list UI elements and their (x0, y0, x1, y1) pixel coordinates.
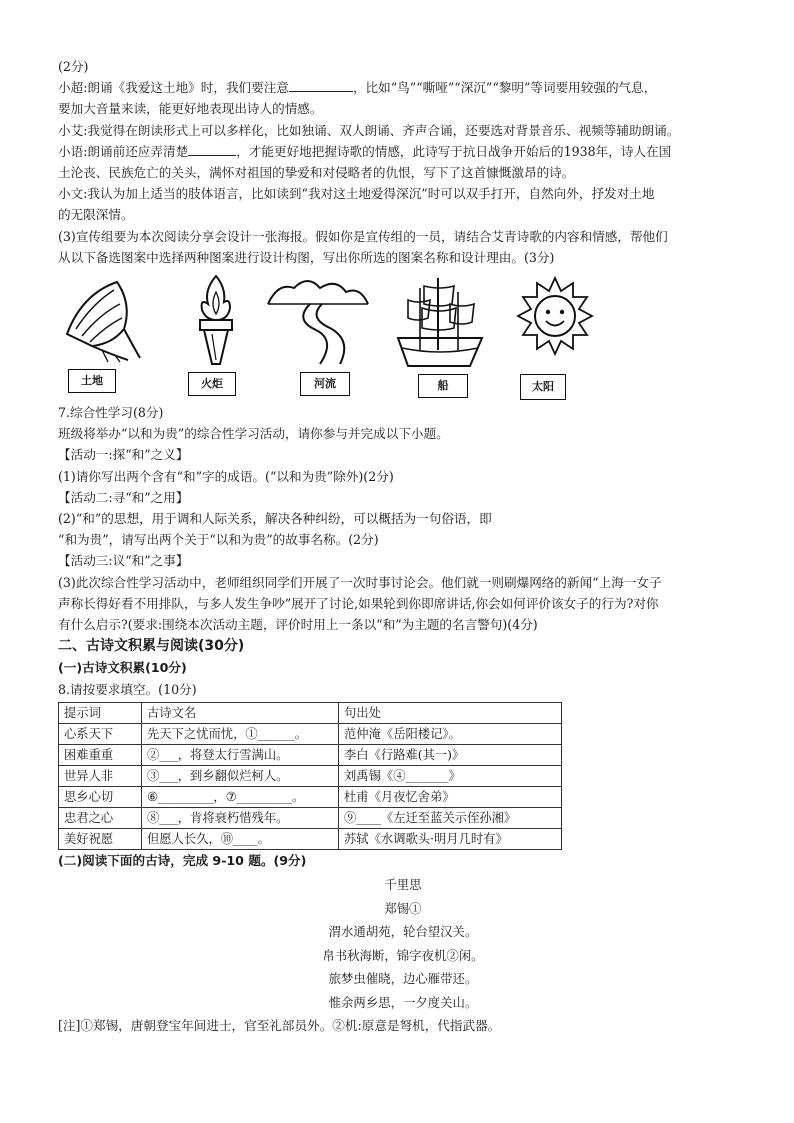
paragraph-xiaoai: 小艾:我觉得在朗读形式上可以多样化，比如独诵、双人朗诵、齐声合诵，还要选对背景音乐、视频等辅助朗诵。 (58, 122, 680, 138)
table-cell: 李白《行路难(其一)》 (339, 744, 562, 765)
river-icon (264, 274, 374, 366)
table-cell[interactable]: 先天下之忧而忧，①______。 (142, 723, 339, 744)
q7-sub3: (3)此次综合性学习活动中，老师组织同学们开展了一次时事讨论会。他们就一则刷爆网络的新闻“上海一女子 声称长得好看不用排队，与多人发生争吵”展开了讨论,如果轮到你即席讲话,你会如何评价该女子的行为?对你 有什么启示?(要求:围绕本次活动主题，评价时用上一条以“和”为主题的名言警句)(4分) (58, 574, 662, 633)
table-cell: 范仲淹《岳阳楼记》。 (339, 723, 562, 744)
table-cell: 困难重重 (59, 744, 142, 765)
q8-title: 8.请按要求填空。(10分) (58, 681, 197, 697)
river-option (264, 274, 374, 400)
label-river: 河流 (300, 372, 350, 396)
table-cell: 心系天下 (59, 723, 142, 744)
poem-note: [注]①郑锡，唐朝登宝年间进士，官至礼部员外。②机:原意是弩机，代指武器。 (58, 1017, 501, 1033)
paragraph-xiaowen: 小文:我认为加上适当的肢体语言，比如读到“我对这土地爱得深沉”时可以双手打开，自然向外，抒发对土地 的无限深情。 (58, 186, 655, 223)
sun-option (514, 274, 596, 404)
q7-desc: 班级将举办“以和为贵”的综合性学习活动，请你参与并完成以下小题。 (58, 426, 449, 442)
table-row (59, 828, 562, 849)
poem (58, 873, 748, 1015)
fill-in-table (58, 702, 562, 850)
poem-line: 渭水通胡苑，轮台望汉关。 (328, 924, 478, 940)
exam-page (58, 56, 748, 1036)
score-note: (2分) (58, 59, 89, 74)
activity-1: 【活动一:探“和”之义】 (58, 447, 189, 463)
poem-line: 帛书秋海断，锦字夜机②闲。 (322, 947, 484, 963)
table-cell[interactable]: ⑧___，肯将衰朽惜残年。 (142, 807, 339, 828)
q7-title: 7.综合性学习(8分) (58, 405, 164, 421)
section-2-sub1: (一)古诗文积累(10分) (58, 660, 187, 676)
answer-blank[interactable] (188, 142, 236, 156)
label-sun: 太阳 (520, 374, 566, 400)
table-cell: 世异人非 (59, 765, 142, 786)
label-torch: 火炬 (188, 372, 236, 396)
label-ship: 船 (418, 374, 468, 398)
table-header: 句出处 (339, 702, 562, 723)
q7-sub2: (2)“和”的思想，用于调和人际关系，解决各种纠纷，可以概括为一句俗语，即 “和为贵”，请写出两个关于“以和为贵”的故事名称。(2分) (58, 511, 492, 548)
paragraph-xiaoyu: 小语:朗诵前还应弄清楚 ，才能更好地把握诗歌的情感，此诗写于抗日战争开始后的1938年，诗人在国 土沦丧、民族危亡的关头，满怀对祖国的挚爱和对侵略者的仇恨，写下了这首慷慨激昂的诗。 (58, 143, 672, 181)
label-land: 土地 (68, 369, 116, 393)
torch-icon (186, 274, 246, 366)
pattern-options (58, 274, 748, 400)
table-row (59, 765, 562, 786)
answer-blank[interactable] (289, 78, 353, 92)
land-icon (62, 274, 152, 364)
table-row (59, 744, 562, 765)
table-cell: 杜甫《月夜忆舍弟》 (339, 786, 562, 807)
table-cell: 忠君之心 (59, 807, 142, 828)
poem-author: 郑锡① (384, 900, 422, 916)
table-header-row (59, 702, 562, 723)
table-row (59, 786, 562, 807)
table-cell: 苏轼《水调歌头·明月几时有》 (339, 828, 562, 849)
table-cell[interactable]: ③___，到乡翻似烂柯人。 (142, 765, 339, 786)
paragraph-xiaochao: 小超:朗诵《我爱这土地》时，我们要注意 ，比如“鸟”“嘶哑”“深沉”“黎明”等词要用较强的气息， 要加大音量来读，能更好地表现出诗人的情感。 (58, 80, 657, 117)
ship-option (394, 274, 486, 400)
poem-line: 惟余两乡思，一夕度关山。 (328, 995, 478, 1011)
section-2-title: 二、古诗文积累与阅读(30分) (58, 638, 245, 655)
section-2-sub2: (二)阅读下面的古诗，完成 9-10 题。(9分) (58, 852, 307, 868)
ship-icon (394, 274, 486, 370)
table-cell[interactable]: ⑨____《左迁至蓝关示侄孙湘》 (339, 807, 562, 828)
table-cell: 思乡心切 (59, 786, 142, 807)
table-cell[interactable]: ②___，将登太行雪满山。 (142, 744, 339, 765)
table-row (59, 807, 562, 828)
table-cell[interactable]: 但愿人长久，⑩____。 (142, 828, 339, 849)
table-header: 提示词 (59, 702, 142, 723)
table-cell[interactable]: 刘禹锡《④_______》 (339, 765, 562, 786)
poem-line: 旅梦虫催晓，边心雁带还。 (328, 971, 478, 987)
table-header: 古诗文名 (142, 702, 339, 723)
land-option (62, 274, 152, 394)
table-cell[interactable]: ⑥_________，⑦_________。 (142, 786, 339, 807)
sun-icon (514, 274, 596, 358)
activity-3: 【活动三:议“和”之事】 (58, 553, 189, 569)
table-cell: 美好祝愿 (59, 828, 142, 849)
poem-title: 千里思 (384, 877, 422, 893)
question-3-poster: (3)宣传组要为本次阅读分享会设计一张海报。假如你是宣传组的一员，请结合艾青诗歌的内容和情感，帮他们 从以下备选图案中选择两种图案进行设计构图，写出你所选的图案名称和设计理由。(3分) (58, 228, 668, 265)
q7-sub1: (1)请你写出两个含有“和”字的成语。(“以和为贵”除外)(2分) (58, 468, 394, 484)
activity-2: 【活动二:寻“和”之用】 (58, 489, 189, 505)
table-row (59, 723, 562, 744)
torch-option (186, 274, 246, 400)
